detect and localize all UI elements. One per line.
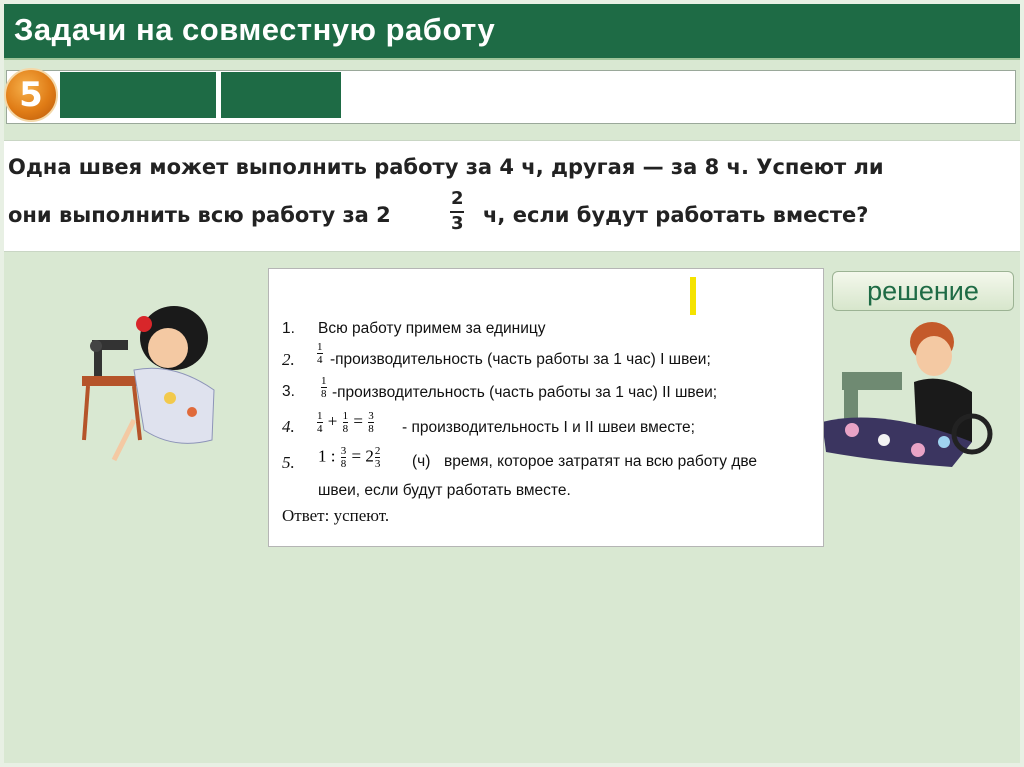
step-2-frac-num: 1 — [317, 341, 323, 353]
step-2-number: 2. — [282, 350, 295, 369]
task-frac-den: 3 — [451, 213, 464, 234]
step-5-text-cont: швеи, если будут работать вместе. — [318, 482, 571, 499]
step-1-number: 1. — [282, 320, 295, 337]
page-title: Задачи на совместную работу — [14, 12, 496, 47]
step-5-unit: (ч) — [412, 453, 431, 470]
step-4-formula: $\frac{1}{4}$ + $\frac{1}{8}$ = $\frac{3}{8}$ — [317, 410, 374, 435]
task-line-2-end: ч, если будут работать вместе? — [483, 203, 869, 227]
step-5-text: время, которое затратят на всю работу две — [444, 453, 758, 470]
step-3-number: 3. — [282, 383, 295, 400]
step-3-frac-num: 1 — [321, 375, 327, 387]
step-3-frac-den: 8 — [321, 388, 327, 400]
step-4-text: - производительность I и II швеи вместе; — [402, 419, 695, 436]
step-1-text: Всю работу примем за единицу — [318, 320, 546, 337]
answer-text: Ответ: успеют. — [282, 506, 390, 525]
step-3-fraction — [321, 375, 327, 400]
step-2-frac-den: 4 — [317, 354, 323, 366]
task-number-badge: 5 — [4, 68, 58, 122]
task-line-2-start: они выполнить всю работу за 2 — [8, 203, 391, 227]
step-2-text: -производительность (часть работы за 1 час) I швеи; — [330, 351, 711, 368]
sewing-machine-icon — [90, 340, 128, 378]
task-line-1: Одна швея может выполнить работу за 4 ч, другая — за 8 ч. Успеют ли — [8, 155, 884, 179]
step-4-number: 4. — [282, 417, 295, 436]
woman-sewing-illustration — [822, 312, 1018, 492]
step-5-formula: 1 : $\frac{3}{8}$ = 2 $\frac{2}{3}$ — [318, 445, 381, 470]
text-cursor — [690, 277, 696, 315]
girl-sewing-illustration — [74, 300, 224, 480]
green-block-2 — [221, 72, 341, 118]
green-block-1 — [60, 72, 216, 118]
sewing-machine-icon — [842, 372, 902, 422]
step-5-number: 5. — [282, 453, 295, 472]
step-2-fraction — [317, 341, 323, 366]
title-bar — [4, 4, 1020, 60]
task-frac-num: 2 — [451, 188, 464, 209]
solution-button[interactable]: решение — [832, 271, 1014, 311]
step-3-text: -производительность (часть работы за 1 час) II швеи; — [332, 384, 718, 401]
